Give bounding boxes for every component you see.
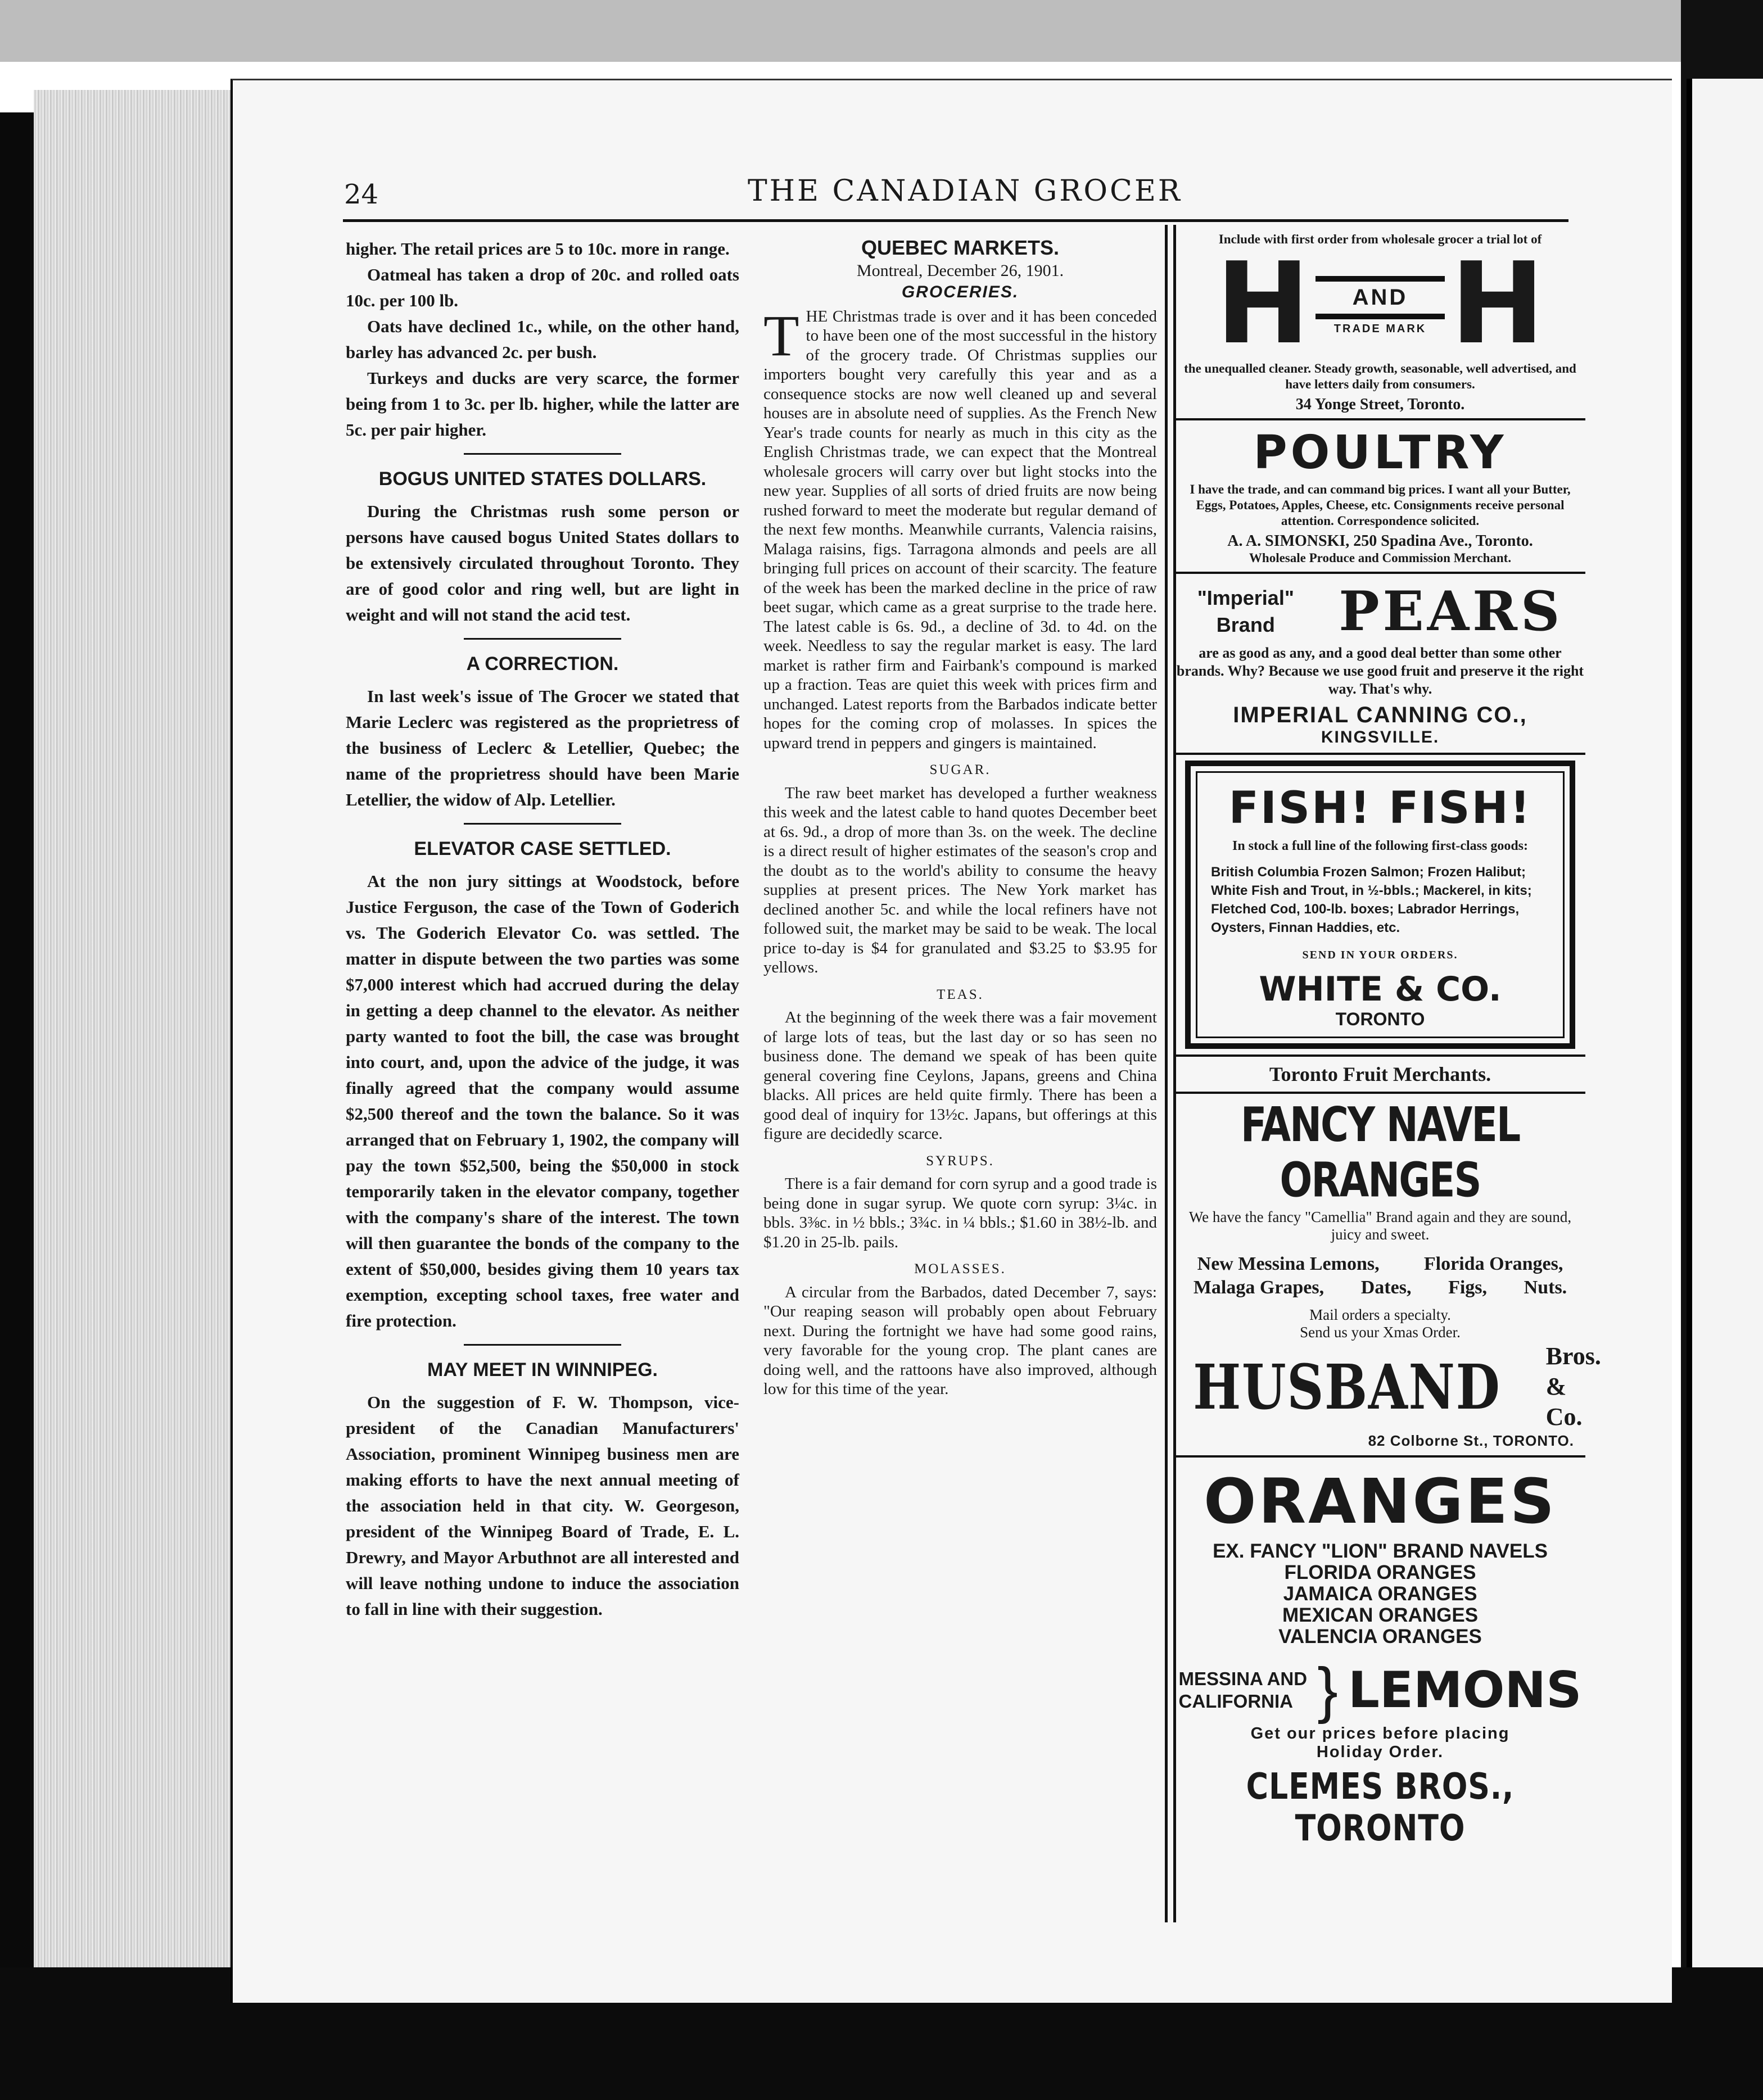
ad-item: Nuts.: [1524, 1277, 1567, 1298]
ad-pears-imperial: "Imperial": [1197, 586, 1294, 609]
ad-xmas-order: Send us your Xmas Order.: [1300, 1324, 1461, 1341]
ad-navel-title: FANCY NAVEL ORANGES: [1240, 1097, 1520, 1209]
ad-hh-address: 34 Yonge Street, Toronto.: [1295, 396, 1465, 413]
ad-pears: [1175, 580, 1585, 747]
article-paragraph: Oats have declined 1c., while, on the other hand, barley has advanced 2c. per bush.: [346, 316, 739, 362]
article-paragraph: In last week's issue of The Grocer we stated that Marie Leclerc was registered as the proprietress of the business of Leclerc & Letellier, Quebec; the name of the proprietress should have been Marie Letellier, the widow of Alp. Letellier.: [346, 686, 739, 809]
article-paragraph: THE Christmas trade is over and it has been conceded to have been one of the most successful in the history of the grocery trade. Of Christmas supplies our importers bought very carefully this year and as a consequence stocks are now well cleaned up and several houses are in absolute need of supplies. As the French New Year's trade counts for nearly as much in this city as the English Christmas trade, we can expect that the Montreal wholesale grocers will carry over but light stocks into the new year. Supplies of all sorts of dried fruits are now being rushed forward to meet the moderate but regular demand of the next few months. Meanwhile currants, Valencia raisins, Malaga raisins, figs. Tarragona almonds and peels are all bringing full prices on account of their scarcity. The feature of the week has been the marked decline in the price of raw beet sugar, which came as a great surprise to the trade here. The latest cable is 6s. 9d., a decline of 3d. to 4d. on the week. Needless to say the regular market is easy. The lard market is rather firm and Fairbank's compound is marked up a fraction. Teas are quiet this week with prices firm and unchanged. Latest reports from the Barbados indicate better hopes for the coming crop of molasses. In spices the upward trend in peppers and gingers is maintained.: [763, 303, 1157, 752]
page-number: 24: [344, 179, 379, 210]
advertisements-column: [1175, 230, 1601, 1849]
ad-fish: [1185, 761, 1575, 1049]
facing-page-edge: [1687, 79, 1763, 2001]
ad-oranges-item: MEXICAN ORANGES: [1282, 1604, 1479, 1626]
subhead-molasses: MOLASSES.: [914, 1261, 1006, 1277]
article-paragraph: A circular from the Barbados, dated December 7, says: "Our reaping season will probably open about February next. During the fortnight we have had some good rains, very favorable for the young crop. The plant canes are doing well, and the rattoons have also improved, although low for this time of the year.: [763, 1283, 1157, 1398]
header-rule: [343, 219, 1568, 222]
ad-item: Malaga Grapes,: [1193, 1277, 1324, 1298]
ad-rule: [1175, 753, 1585, 755]
dateline: Montreal, December 26, 1901.: [856, 261, 1064, 280]
ad-poultry-role: Wholesale Produce and Commission Merchant.: [1249, 551, 1512, 565]
subhead-sugar: SUGAR.: [929, 762, 991, 777]
ad-messina: MESSINA AND: [1178, 1668, 1308, 1689]
subhead-syrups: SYRUPS.: [926, 1153, 994, 1169]
article-separator: [464, 1344, 621, 1346]
ad-oranges-item: VALENCIA ORANGES: [1278, 1626, 1482, 1648]
ad-h-and-h: [1175, 232, 1585, 413]
ad-item: Dates,: [1360, 1277, 1412, 1298]
column-left: [346, 236, 739, 1622]
ad-poultry-name: A. A. SIMONSKI, 250 Spadina Ave., Toronto.: [1227, 532, 1533, 550]
scan-background: [0, 0, 1763, 62]
ad-oranges-item: FLORIDA ORANGES: [1284, 1562, 1476, 1583]
ad-fish-title: FISH! FISH!: [1228, 783, 1532, 834]
subhead-teas: TEAS.: [937, 986, 984, 1002]
article-paragraph: At the non jury sittings at Woodstock, before Justice Ferguson, the case of the Town of Goderich vs. The Goderich Elevator Co. was settled. The matter in dispute between the two parties was some $7,000 interest which had accrued during the delay in getting a deep channel to the elevator. As neither party wanted to foot the bill, the case was brought into court, and, upon the advice of the judge, it was finally agreed that the company would assume $2,500 thereof and the town the balance. So it was arranged that on February 1, 1902, the company will pay the town $52,500, being the $50,000 in stock temporarily taken in the elevator company, together with the company's share of the interest. The town will then guarantee the bonds of the company to the extent of $50,000, besides giving them 10 years tax exemption, excepting school taxes, free water and fire protection.: [346, 871, 739, 1330]
ad-item: Figs,: [1448, 1277, 1488, 1298]
ad-hh-body: the unequalled cleaner. Steady growth, seasonable, well advertised, and have letters daily from consumers.: [1184, 361, 1576, 391]
ad-rule: [1175, 1455, 1585, 1458]
subhead-groceries: GROCERIES.: [901, 283, 1019, 301]
ad-rule: [1175, 418, 1585, 420]
scan-left-edge: [0, 112, 34, 2100]
ad-poultry-body: I have the trade, and can command big prices. I want all your Butter, Eggs, Potatoes, Apples, Cheese, etc. Consignments receive personal attention. Correspondence solicited.: [1190, 482, 1571, 528]
ad-husband-title: HUSBAND: [1193, 1350, 1501, 1423]
ad-oranges-item: JAMAICA ORANGES: [1283, 1583, 1477, 1605]
article-paragraph: Oatmeal has taken a drop of 20c. and rolled oats 10c. per 100 lb.: [346, 265, 739, 310]
column-rule: [1165, 225, 1168, 1922]
ad-pears-town: KINGSVILLE.: [1321, 728, 1440, 746]
article-separator: [464, 453, 621, 455]
ad-navel-body: We have the fancy "Camellia" Brand again and they are sound, juicy and sweet.: [1188, 1209, 1572, 1243]
ad-clemes-name: CLEMES BROS., TORONTO: [1246, 1766, 1515, 1849]
brace-glyph: }: [1317, 1655, 1338, 1725]
article-separator: [464, 823, 621, 825]
ad-husband-bros: Bros. &: [1545, 1342, 1601, 1400]
ad-oranges-item: EX. FANCY "LION" BRAND NAVELS: [1213, 1540, 1548, 1562]
ad-california: CALIFORNIA: [1178, 1690, 1294, 1712]
ad-husband-address: 82 Colborne St., TORONTO.: [1368, 1432, 1574, 1449]
ad-fruit-heading: Toronto Fruit Merchants.: [1269, 1063, 1491, 1085]
ad-poultry: [1175, 426, 1585, 566]
book-page-edges: [34, 90, 236, 2024]
ad-rule: [1175, 572, 1585, 574]
headline-correction: A CORRECTION.: [466, 653, 619, 675]
headline-quebec-markets: QUEBEC MARKETS.: [861, 236, 1060, 259]
hh-trade-mark: TRADE MARK: [1333, 323, 1427, 335]
drop-cap: T: [763, 303, 799, 368]
article-paragraph: There is a fair demand for corn syrup and a good trade is being done in sugar syrup. We quote corn syrup: 3¼c. in bbls. 3⅜c. in ½ bbls.; 3¾c. in ¼ bbls.; $1.60 in 38½-lb. and $1.20 in 25-lb. pails.: [763, 1175, 1157, 1251]
hh-letter: H: [1215, 238, 1310, 369]
ad-fish-city: TORONTO: [1335, 1009, 1425, 1029]
hh-letter: H: [1450, 238, 1545, 369]
article-paragraph: higher. The retail prices are 5 to 10c. more in range.: [346, 239, 730, 259]
ad-mail-orders: Mail orders a specialty.: [1309, 1306, 1451, 1323]
article-paragraph: During the Christmas rush some person or persons have caused bogus United States dollars to be extensively circulated throughout Toronto. They are of good color and ring well, but are light in weight and will not stand the acid test.: [346, 501, 739, 624]
ad-husband-bros: [1175, 1062, 1601, 1450]
ad-fish-company: WHITE & CO.: [1259, 970, 1502, 1009]
ad-clemes-bros: [1175, 1465, 1585, 1849]
ad-item: Florida Oranges,: [1423, 1253, 1563, 1274]
ad-item: New Messina Lemons,: [1197, 1253, 1380, 1274]
ad-husband-co: Co.: [1545, 1403, 1583, 1431]
article-separator: [464, 638, 621, 640]
hh-and: AND: [1352, 285, 1408, 310]
ad-fish-send: SEND IN YOUR ORDERS.: [1302, 949, 1458, 961]
headline-winnipeg: MAY MEET IN WINNIPEG.: [427, 1359, 658, 1381]
article-paragraph: Turkeys and ducks are very scarce, the former being from 1 to 3c. per lb. higher, while the latter are 5c. per pair higher.: [346, 368, 739, 440]
ad-fish-list: British Columbia Frozen Salmon; Frozen Halibut; White Fish and Trout, in ½-bbls.; Mackerel, in kits; Fletched Cod, 100-lb. boxes; Labrador Herrings, Oysters, Finnan Haddies, etc.: [1211, 865, 1532, 935]
ad-holiday-order: Holiday Order.: [1316, 1743, 1444, 1761]
article-paragraph: On the suggestion of F. W. Thompson, vice-president of the Canadian Manufacturers' Association, prominent Winnipeg business men are making efforts to have the next annual meeting of the association held in that city. W. Georgeson, president of the Winnipeg Board of Trade, E. L. Drewry, and Mayor Arbuthnot are all interested and will leave nothing undone to induce the association to fall in line with their suggestion.: [346, 1392, 739, 1619]
ad-fish-subtitle: In stock a full line of the following first-class goods:: [1232, 839, 1528, 853]
ad-pears-brand: Brand: [1216, 613, 1275, 636]
ad-rule: [1175, 1054, 1585, 1057]
ad-prices-line: Get our prices before placing: [1250, 1725, 1510, 1743]
ad-poultry-title: POULTRY: [1253, 426, 1507, 479]
headline-elevator: ELEVATOR CASE SETTLED.: [414, 838, 671, 859]
article-paragraph: The raw beet market has developed a further weakness this week and the latest cable to hand quotes December beet at 6s. 9d., a drop of more than 3s. on the week. The decline is a direct result of higher estimates of the season's crop and the doubt as to the world's ability to consume the heavy supplies at present prices. The New York market has declined another 5c. and while the local refiners have not followed suit, the market may be said to be weak. The local price to-day is $4 for granulated and $3.25 to $3.95 for yellows.: [763, 784, 1157, 976]
ad-pears-body: are as good as any, and a good deal better than some other brands. Why? Because we use good fruit and preserve it the right way. That's why.: [1176, 645, 1584, 697]
headline-bogus: BOGUS UNITED STATES DOLLARS.: [378, 468, 707, 490]
ad-pears-company: IMPERIAL CANNING CO.,: [1233, 703, 1527, 727]
article-paragraph: At the beginning of the week there was a fair movement of large lots of teas, but the last day or so has seen no business done. The demand we speak of has been quite general covering fine Ceylons, Japans, greens and China blacks. All prices are held quite firmly. There has been a good deal of inquiry for 13½c. Japans, but offerings at this figure are decidedly scarce.: [763, 1008, 1157, 1143]
ad-oranges-title: ORANGES: [1203, 1465, 1557, 1537]
ad-hh-intro: Include with first order from wholesale grocer a trial lot of: [1218, 232, 1542, 246]
column-middle: [763, 236, 1157, 1399]
ad-lemons-title: LEMONS: [1348, 1661, 1582, 1719]
running-head: THE CANADIAN GROCER: [748, 174, 1182, 208]
ad-pears-title: PEARS: [1339, 580, 1563, 643]
